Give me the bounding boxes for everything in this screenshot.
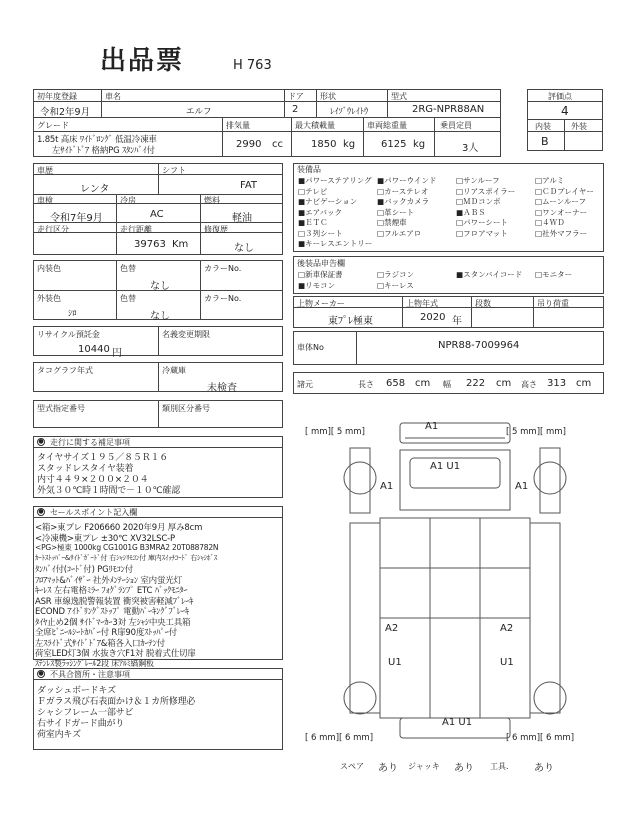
interior-value: B bbox=[541, 135, 549, 148]
page-title: 出品票 bbox=[100, 46, 185, 76]
equipment-item: ■キーレスエントリー bbox=[298, 239, 373, 248]
shape-value: ﾚｲｿﾞｳﾚｲﾄｳ bbox=[330, 107, 369, 117]
running-line: 外気３０℃時１時間で－１０℃確認 bbox=[37, 486, 181, 496]
recycle-value: 10440 bbox=[78, 344, 110, 355]
equipment-item: □サンルーフ bbox=[456, 176, 500, 185]
defects-label: 不具合箇所・注意事項 bbox=[50, 670, 130, 679]
equipment-item: ■バックカメラ bbox=[377, 197, 430, 206]
first-reg-value: 令和2年9月 bbox=[40, 107, 91, 118]
label-width: 幅 bbox=[443, 380, 451, 389]
equipment-item: □ＣＤプレイヤー bbox=[535, 186, 594, 196]
length-unit: cm bbox=[415, 378, 431, 389]
body-maker-value: 東ﾌﾟﾚ極東 bbox=[328, 316, 373, 327]
equipment-item: □ワンオーナー bbox=[535, 207, 588, 217]
spare-value: あり bbox=[378, 763, 398, 774]
label-grade: グレード bbox=[37, 121, 69, 130]
car-name-value: エルフ bbox=[186, 107, 212, 117]
damage-mark: A1 bbox=[515, 481, 529, 492]
running-line: 内寸４４９×２００×２０４ bbox=[37, 475, 149, 485]
defect-line: Ｆガラス飛び石表面かけ＆１カ所修理必 bbox=[37, 697, 196, 707]
body-year-value: 2020 bbox=[420, 312, 446, 323]
sales-line: <箱>東プレ F206660 2020年9月 厚み8cm bbox=[35, 523, 203, 533]
sales-line: ｶｰﾄｽﾄｯﾊﾟｰ&ｻｲﾄﾞｶﾞｰﾄﾞ付 右ｼｬｼﾘﾓｺﾝ付 庫内ｽｲｯﾁｺｰﾄﾞ 右ｼｬｼﾎﾞｽ bbox=[35, 553, 218, 562]
damage-mark: A1 bbox=[380, 481, 394, 492]
aftermarket-item: ■スタンバイコード bbox=[456, 270, 523, 279]
tool-label: 工具. bbox=[490, 762, 509, 771]
recycle-unit: 円 bbox=[112, 348, 122, 359]
sales-line: <PG>極東 1000kg CG1001G B3MRA2 20T088782N bbox=[35, 543, 219, 552]
displacement-value: 2990 bbox=[236, 139, 262, 150]
equipment-item: □社外マフラー bbox=[535, 228, 588, 238]
label-category: 車歴 bbox=[37, 166, 53, 175]
damage-mark: U1 bbox=[388, 657, 402, 668]
label-cooling: 冷房 bbox=[120, 196, 136, 205]
aftermarket-label: 後装品申告欄 bbox=[297, 259, 345, 268]
label-mileage: 走行距離 bbox=[120, 225, 152, 234]
equipment-item: □ＭＤコンポ bbox=[456, 197, 501, 206]
equipment-item: ■ＥＴＣ bbox=[298, 218, 328, 227]
equipment-label: 装備品 bbox=[297, 165, 321, 174]
label-recycle: リサイクル預託金 bbox=[37, 330, 100, 339]
label-name-change: 名義変更期限 bbox=[162, 330, 210, 339]
label-first-reg: 初年度登録 bbox=[37, 92, 77, 101]
grade-line-2: 左ｻｲﾄﾞﾄﾞｱ 格納PG ｽﾀﾝﾊﾞｲ付 bbox=[52, 146, 155, 156]
equipment-item: □カーステレオ bbox=[377, 186, 429, 196]
tire-top-right: [ 5 mm][ mm] bbox=[506, 427, 566, 437]
equipment-item: □４ＷＤ bbox=[535, 218, 565, 227]
label-refrigerator: 冷蔵庫 bbox=[162, 366, 186, 375]
equipment-item: □３列シート bbox=[298, 228, 343, 238]
running-line: タイヤサイズ１９５／８５Ｒ１６ bbox=[37, 453, 169, 463]
height-value: 313 bbox=[547, 378, 567, 389]
damage-mark: U1 bbox=[500, 657, 514, 668]
sales-line: 左ｽﾗｲﾄﾞ式ｻｲﾄﾞﾄﾞｱ&箱各入口ｶｰﾃﾝ付 bbox=[35, 638, 165, 649]
spare-label: スペア bbox=[340, 762, 364, 771]
label-int-color2: 色替 bbox=[120, 264, 136, 273]
defect-line: 右サイドガード曲がり bbox=[37, 719, 125, 729]
aftermarket-grid bbox=[298, 269, 614, 290]
sales-label: セールスポイント記入欄 bbox=[50, 508, 138, 517]
refrigerator-value: 未検査 bbox=[207, 383, 237, 394]
inspection-value: 令和7年9月 bbox=[50, 213, 103, 224]
jack-label: ジャッキ bbox=[408, 762, 440, 771]
sales-line: ｷｰﾚｽ 左右電格ﾐﾗｰ ﾌｫｸﾞﾗﾝﾌﾟ ETC ﾊﾞｯｸﾓﾆﾀｰ bbox=[35, 586, 188, 596]
aftermarket-item: □キーレス bbox=[377, 280, 414, 290]
label-car-name: 車名 bbox=[105, 92, 121, 101]
category-value: レンタ bbox=[80, 184, 110, 195]
equipment-item: ■ナビゲーション bbox=[298, 197, 358, 206]
max-load-unit: kg bbox=[343, 139, 356, 150]
sales-line: ECOND ｱｲﾄﾞﾘﾝｸﾞｽﾄｯﾌﾟ 電動ﾊﾟｰｷﾝｸﾞﾌﾞﾚｰｷ bbox=[35, 607, 189, 617]
score-value: 4 bbox=[561, 104, 569, 118]
running-line: スタッドレスタイヤ装着 bbox=[37, 464, 134, 474]
equipment-item: □フルエアロ bbox=[377, 228, 422, 238]
label-curb: 車両総重量 bbox=[367, 121, 407, 130]
width-value: 222 bbox=[466, 378, 486, 389]
aftermarket-item: □モニター bbox=[535, 270, 573, 279]
lot-number: H 763 bbox=[233, 58, 272, 73]
aftermarket-item: ■リモコン bbox=[298, 280, 336, 290]
curb-unit: kg bbox=[413, 139, 426, 150]
damage-mark: A1 U1 bbox=[430, 461, 461, 472]
sales-line: 全席ﾋﾞﾆｰﾙｼｰﾄｶﾊﾞｰ付 R扉90度ｽﾄｯﾊﾟｰ付 bbox=[35, 628, 177, 638]
label-int-color: 内装色 bbox=[37, 264, 61, 273]
label-model: 型式 bbox=[391, 92, 407, 101]
sales-line: 荷室LED灯3個 水抜き穴F1対 脱着式仕切扉 bbox=[35, 649, 196, 659]
label-dims: 諸元 bbox=[297, 380, 313, 389]
equipment-item: □禁煙車 bbox=[377, 218, 407, 227]
label-exterior: 外装 bbox=[571, 122, 587, 131]
label-int-color-no: カラーNo. bbox=[204, 264, 242, 273]
width-unit: cm bbox=[496, 378, 512, 389]
body-year-unit: 年 bbox=[452, 316, 462, 327]
equipment-item: ■エアバック bbox=[298, 207, 342, 217]
label-steps: 段数 bbox=[475, 299, 491, 308]
equipment-item: ■パワーウインド bbox=[377, 176, 437, 185]
label-ext-color2: 色替 bbox=[120, 294, 136, 303]
label-shift: シフト bbox=[162, 166, 186, 175]
label-class-no: 類別区分番号 bbox=[162, 404, 210, 413]
label-mileage-type: 走行区分 bbox=[37, 225, 69, 234]
label-interior: 内装 bbox=[535, 122, 551, 131]
equipment-item: □フロアマット bbox=[456, 228, 508, 238]
label-tacho: タコグラフ年式 bbox=[37, 366, 93, 375]
tire-top-left: [ mm][ 5 mm] bbox=[305, 427, 365, 437]
curb-value: 6125 bbox=[381, 139, 407, 150]
equipment-item: □テレビ bbox=[298, 186, 328, 196]
damage-mark: A2 bbox=[500, 623, 514, 634]
equipment-grid bbox=[298, 175, 614, 249]
length-value: 658 bbox=[386, 378, 406, 389]
label-shape: 形状 bbox=[320, 92, 336, 101]
repair-value: なし bbox=[234, 243, 254, 254]
chassis-value: NPR88-7009964 bbox=[438, 340, 520, 351]
label-body-year: 上物年式 bbox=[406, 299, 438, 308]
label-displacement: 排気量 bbox=[226, 121, 250, 130]
label-length: 長さ bbox=[358, 380, 374, 389]
equipment-item: □ムーンルーフ bbox=[535, 197, 586, 206]
label-doors: ドア bbox=[288, 92, 304, 101]
label-hoist: 吊り荷重 bbox=[537, 299, 569, 308]
defect-line: ダッシュボードキズ bbox=[37, 686, 116, 696]
ext-color-value: ｼﾛ bbox=[68, 309, 77, 319]
label-height: 高さ bbox=[521, 380, 537, 389]
max-load-value: 1850 bbox=[311, 139, 337, 150]
shift-value: FAT bbox=[240, 180, 258, 191]
damage-mark: A1 bbox=[425, 421, 439, 432]
aftermarket-item: □新車保証書 bbox=[298, 270, 343, 279]
label-inspection: 車検 bbox=[37, 196, 53, 205]
label-max-load: 最大積載量 bbox=[295, 121, 335, 130]
displacement-unit: cc bbox=[272, 139, 283, 150]
capacity-value: 3人 bbox=[462, 143, 479, 154]
equipment-item: □革シート bbox=[377, 207, 415, 217]
equipment-item: □リアスポイラー bbox=[456, 186, 516, 196]
equipment-item: ■ＡＢＳ bbox=[456, 207, 486, 217]
label-body-maker: 上物メーカー bbox=[297, 299, 345, 308]
tool-value: あり bbox=[534, 763, 554, 774]
sales-line: ﾌﾛｱﾏｯﾄ&ﾊﾞｲｻﾞｰ 社外ﾒﾝﾃｰｼｮﾝ 室内蛍光灯 bbox=[35, 575, 182, 586]
grade-line-1: 1.85t 高床 ﾜｲﾄﾞﾛﾝｸﾞ 低温冷凍車 bbox=[37, 135, 157, 145]
gear-icon: ● bbox=[38, 438, 44, 445]
model-value: 2RG-NPR88AN bbox=[412, 104, 485, 115]
sales-line: ﾀﾝﾊﾞｲ付(ｺｰﾄﾞ付) PGﾘﾓｺﾝ付 bbox=[35, 565, 133, 575]
aftermarket-item: □ラジコン bbox=[377, 270, 415, 279]
damage-mark: A2 bbox=[385, 623, 399, 634]
running-label: 走行に関する補足事項 bbox=[50, 438, 130, 447]
equipment-item: □アルミ bbox=[535, 176, 565, 185]
label-chassis: 車体No bbox=[297, 343, 324, 352]
fuel-value: 軽油 bbox=[232, 213, 252, 224]
equipment-item: □パワーシート bbox=[456, 218, 508, 227]
sales-line: ASR 車線逸脱警報装置 衝突被害軽減ﾌﾞﾚｰｷ bbox=[35, 596, 194, 607]
label-repair: 修復歴 bbox=[204, 225, 228, 234]
label-capacity: 乗員定員 bbox=[440, 121, 472, 130]
label-type-no: 型式指定番号 bbox=[37, 404, 85, 413]
damage-mark: A1 U1 bbox=[442, 717, 473, 728]
mileage-unit: Km bbox=[172, 239, 189, 250]
label-ext-color: 外装色 bbox=[37, 294, 61, 303]
int-color2-value: なし bbox=[150, 281, 170, 292]
label-fuel: 燃料 bbox=[204, 196, 220, 205]
sales-line: ｽﾃﾝﾚｽ製ﾗｯｼﾝｸﾞﾚｰﾙ2段 床ｱﾙﾐ縞鋼板 bbox=[35, 658, 154, 668]
height-unit: cm bbox=[576, 378, 592, 389]
ext-color2-value: なし bbox=[150, 311, 170, 322]
sales-line: <冷凍機>東プレ ±30℃ XV32LSC-P bbox=[35, 533, 175, 544]
defect-line: 荷室内キズ bbox=[37, 730, 81, 740]
mileage-value: 39763 bbox=[134, 239, 166, 250]
gear-icon: ● bbox=[38, 508, 44, 515]
cooling-value: AC bbox=[150, 209, 164, 220]
doors-value: 2 bbox=[292, 104, 299, 115]
gear-icon: ● bbox=[38, 670, 44, 677]
sales-line: ﾀｲﾔ止め2個 ｻｲﾄﾞﾏｰｶｰ3対 左ｼｬｼ中央工具箱 bbox=[35, 617, 191, 628]
equipment-item: ■パワーステアリング bbox=[298, 176, 372, 185]
label-ext-color-no: カラーNo. bbox=[204, 294, 242, 303]
tire-bottom-left: [ 6 mm][ 6 mm] bbox=[305, 733, 374, 743]
jack-value: あり bbox=[454, 763, 474, 774]
tire-bottom-right: [ 6 mm][ 6 mm] bbox=[506, 733, 575, 743]
label-score: 評価点 bbox=[548, 92, 572, 101]
defect-line: シャシフレーム一部サビ bbox=[37, 708, 134, 718]
